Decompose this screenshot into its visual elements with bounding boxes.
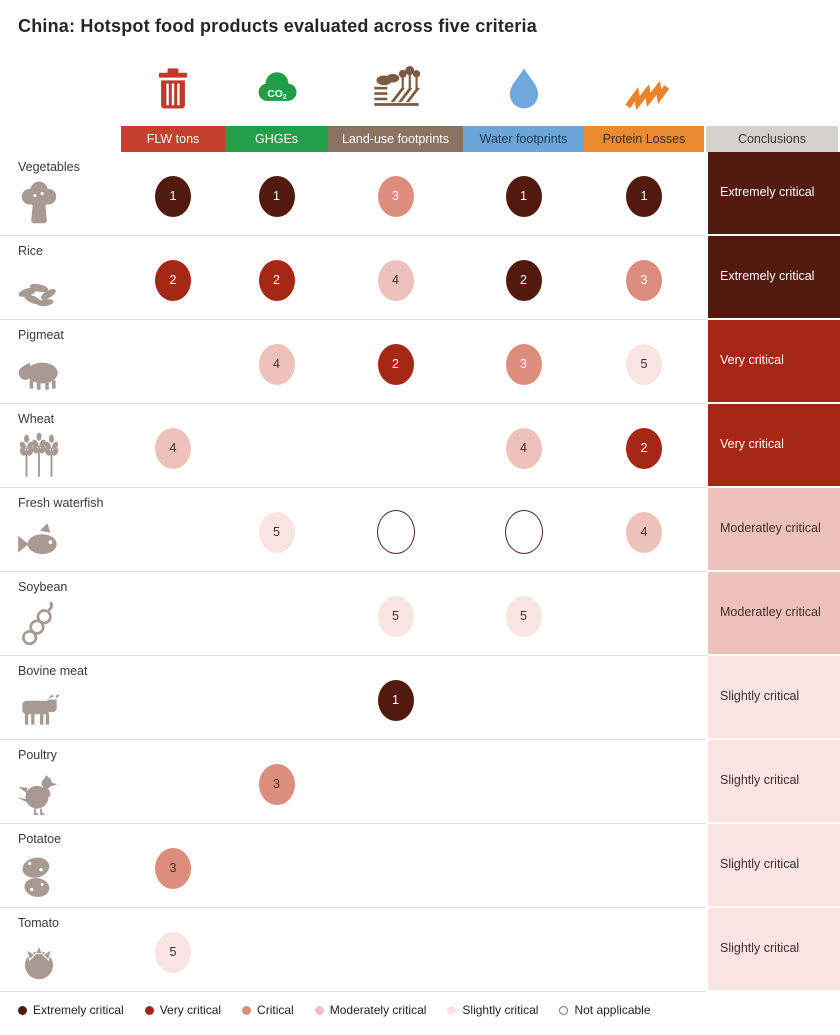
conclusion-cell: Slightly critical (708, 740, 840, 822)
rank-cell (328, 740, 463, 823)
rank-cell (328, 152, 463, 235)
protein-zigzag-icon (584, 60, 704, 118)
rank-cell (225, 908, 328, 991)
product-label: Soybean (18, 580, 68, 594)
column-header-ghges (225, 126, 328, 152)
rank-circle: 5 (155, 932, 191, 973)
pig-icon (14, 347, 64, 397)
rank-cell (463, 824, 584, 907)
rank-circle: 2 (506, 260, 542, 301)
table-row (0, 404, 840, 488)
product-label: Fresh waterfish (18, 496, 104, 510)
product-rows (0, 152, 840, 992)
column-header-label: FLW tons (146, 132, 200, 146)
rank-cell (584, 824, 704, 907)
rank-circle: 2 (259, 260, 295, 301)
rank-cell (328, 236, 463, 319)
rank-cell (463, 572, 584, 655)
conclusion-cell: Extremely critical (708, 152, 840, 234)
rank-circle: 4 (378, 260, 414, 301)
rank-cell (584, 908, 704, 991)
column-header-label: Protein Losses (602, 132, 686, 146)
rank-cell (121, 824, 225, 907)
legend-item (242, 1003, 294, 1017)
column-header-protein (584, 126, 704, 152)
product-label: Wheat (18, 412, 55, 426)
product-label: Vegetables (18, 160, 80, 174)
table-row (0, 320, 840, 404)
legend-label: Slightly critical (462, 1003, 539, 1017)
rank-circle: 3 (378, 176, 414, 217)
rank-cell (584, 320, 704, 403)
product-label: Tomato (18, 916, 59, 930)
product-label: Pigmeat (18, 328, 64, 342)
rank-cell (225, 656, 328, 739)
water-drop-icon (463, 60, 584, 118)
rank-cell (121, 572, 225, 655)
legend-item (315, 1003, 427, 1017)
rank-circle: 3 (155, 848, 191, 889)
rank-cell (225, 152, 328, 235)
soybean-icon (14, 599, 64, 649)
rank-cell (328, 824, 463, 907)
table-row (0, 908, 840, 992)
rank-cell (328, 572, 463, 655)
legend-label: Moderately critical (329, 1003, 427, 1017)
rank-cell (328, 404, 463, 487)
co2-cloud-icon (225, 60, 328, 118)
rank-cell (225, 572, 328, 655)
rank-circle: 5 (378, 596, 414, 637)
page-title: China: Hotspot food products evaluated across five criteria (18, 16, 537, 36)
conclusion-cell: Slightly critical (708, 908, 840, 990)
product-label: Rice (18, 244, 44, 258)
conclusion-cell: Very critical (708, 404, 840, 486)
chicken-icon (14, 767, 64, 817)
conclusion-cell: Slightly critical (708, 656, 840, 738)
rank-cell (328, 488, 463, 571)
broccoli-icon (14, 179, 64, 229)
rank-circle: 1 (626, 176, 662, 217)
product-label: Poultry (18, 748, 57, 762)
rank-cell (463, 152, 584, 235)
table-row (0, 152, 840, 236)
legend-label: Critical (257, 1003, 294, 1017)
rank-cell (584, 488, 704, 571)
column-header-band (121, 126, 838, 152)
rank-circle (505, 510, 543, 554)
rank-cell (225, 824, 328, 907)
legend-dot-moderately-critical (315, 1006, 324, 1015)
rank-cell (225, 740, 328, 823)
table-row (0, 656, 840, 740)
legend-item (559, 1003, 650, 1017)
conclusion-cell: Moderatley critical (708, 488, 840, 570)
criteria-icons-row (121, 60, 704, 118)
rank-cell (328, 908, 463, 991)
rank-circle: 2 (626, 428, 662, 469)
cow-icon (14, 683, 64, 733)
table-row (0, 488, 840, 572)
rank-cell (225, 404, 328, 487)
potato-icon (14, 851, 64, 901)
rank-circle: 1 (378, 680, 414, 721)
rank-cell (463, 740, 584, 823)
table-row (0, 236, 840, 320)
conclusion-cell: Slightly critical (708, 824, 840, 906)
rank-cell (225, 320, 328, 403)
rank-cell (463, 656, 584, 739)
rank-cell (225, 236, 328, 319)
wheat-icon (14, 431, 64, 481)
column-header-label: GHGEs (254, 132, 299, 146)
rank-cell (328, 656, 463, 739)
column-header-label: Land-use footprints (341, 132, 449, 146)
rank-cell (121, 488, 225, 571)
rank-circle: 5 (626, 344, 662, 385)
rank-circle: 3 (506, 344, 542, 385)
rank-circle: 2 (378, 344, 414, 385)
conclusion-cell: Very critical (708, 320, 840, 402)
fish-icon (14, 515, 64, 565)
column-header-label: Water footprints (479, 132, 568, 146)
rank-circle: 1 (259, 176, 295, 217)
rank-circle: 1 (155, 176, 191, 217)
rank-cell (463, 908, 584, 991)
rank-cell (225, 488, 328, 571)
rank-cell (121, 236, 225, 319)
product-label: Potatoe (18, 832, 62, 846)
svg-text:CO2: CO2 (266, 89, 287, 102)
rank-circle: 4 (506, 428, 542, 469)
tomato-icon (14, 935, 64, 985)
legend-dot-not-applicable (559, 1006, 568, 1015)
legend (18, 1003, 651, 1017)
legend-label: Not applicable (574, 1003, 651, 1017)
table-row (0, 572, 840, 656)
rank-cell (121, 908, 225, 991)
column-header-conclusions (706, 126, 838, 152)
legend-item (18, 1003, 124, 1017)
rice-icon (14, 263, 64, 313)
rank-cell (121, 152, 225, 235)
rank-circle: 4 (626, 512, 662, 553)
table-row (0, 824, 840, 908)
trash-icon (121, 60, 225, 118)
rank-circle: 5 (506, 596, 542, 637)
rank-cell (121, 320, 225, 403)
rank-cell (121, 656, 225, 739)
column-header-flw-tons (121, 126, 225, 152)
table-row (0, 740, 840, 824)
rank-cell (584, 236, 704, 319)
legend-dot-extremely-critical (18, 1006, 27, 1015)
rank-cell (463, 404, 584, 487)
legend-label: Very critical (159, 1003, 222, 1017)
legend-label: Extremely critical (33, 1003, 124, 1017)
rank-cell (584, 656, 704, 739)
rank-circle: 5 (259, 512, 295, 553)
rank-circle: 2 (155, 260, 191, 301)
rank-cell (121, 404, 225, 487)
conclusion-cell: Moderatley critical (708, 572, 840, 654)
column-header-water (463, 126, 584, 152)
conclusion-cell: Extremely critical (708, 236, 840, 318)
legend-item (145, 1003, 221, 1017)
rank-cell (584, 404, 704, 487)
rank-cell (328, 320, 463, 403)
column-header-label: Conclusions (737, 132, 807, 146)
rank-cell (463, 236, 584, 319)
column-header-land-use (328, 126, 463, 152)
rank-cell (584, 740, 704, 823)
rank-cell (463, 488, 584, 571)
rank-circle: 3 (626, 260, 662, 301)
field-land-use-icon (328, 60, 463, 118)
legend-dot-very-critical (145, 1006, 154, 1015)
legend-dot-critical (242, 1006, 251, 1015)
rank-circle: 4 (155, 428, 191, 469)
rank-cell (463, 320, 584, 403)
rank-circle: 3 (259, 764, 295, 805)
rank-cell (584, 572, 704, 655)
legend-item (447, 1003, 538, 1017)
rank-circle: 1 (506, 176, 542, 217)
rank-circle: 4 (259, 344, 295, 385)
legend-dot-slightly-critical (447, 1006, 456, 1015)
product-label: Bovine meat (18, 664, 88, 678)
rank-circle (377, 510, 415, 554)
rank-cell (121, 740, 225, 823)
rank-cell (584, 152, 704, 235)
